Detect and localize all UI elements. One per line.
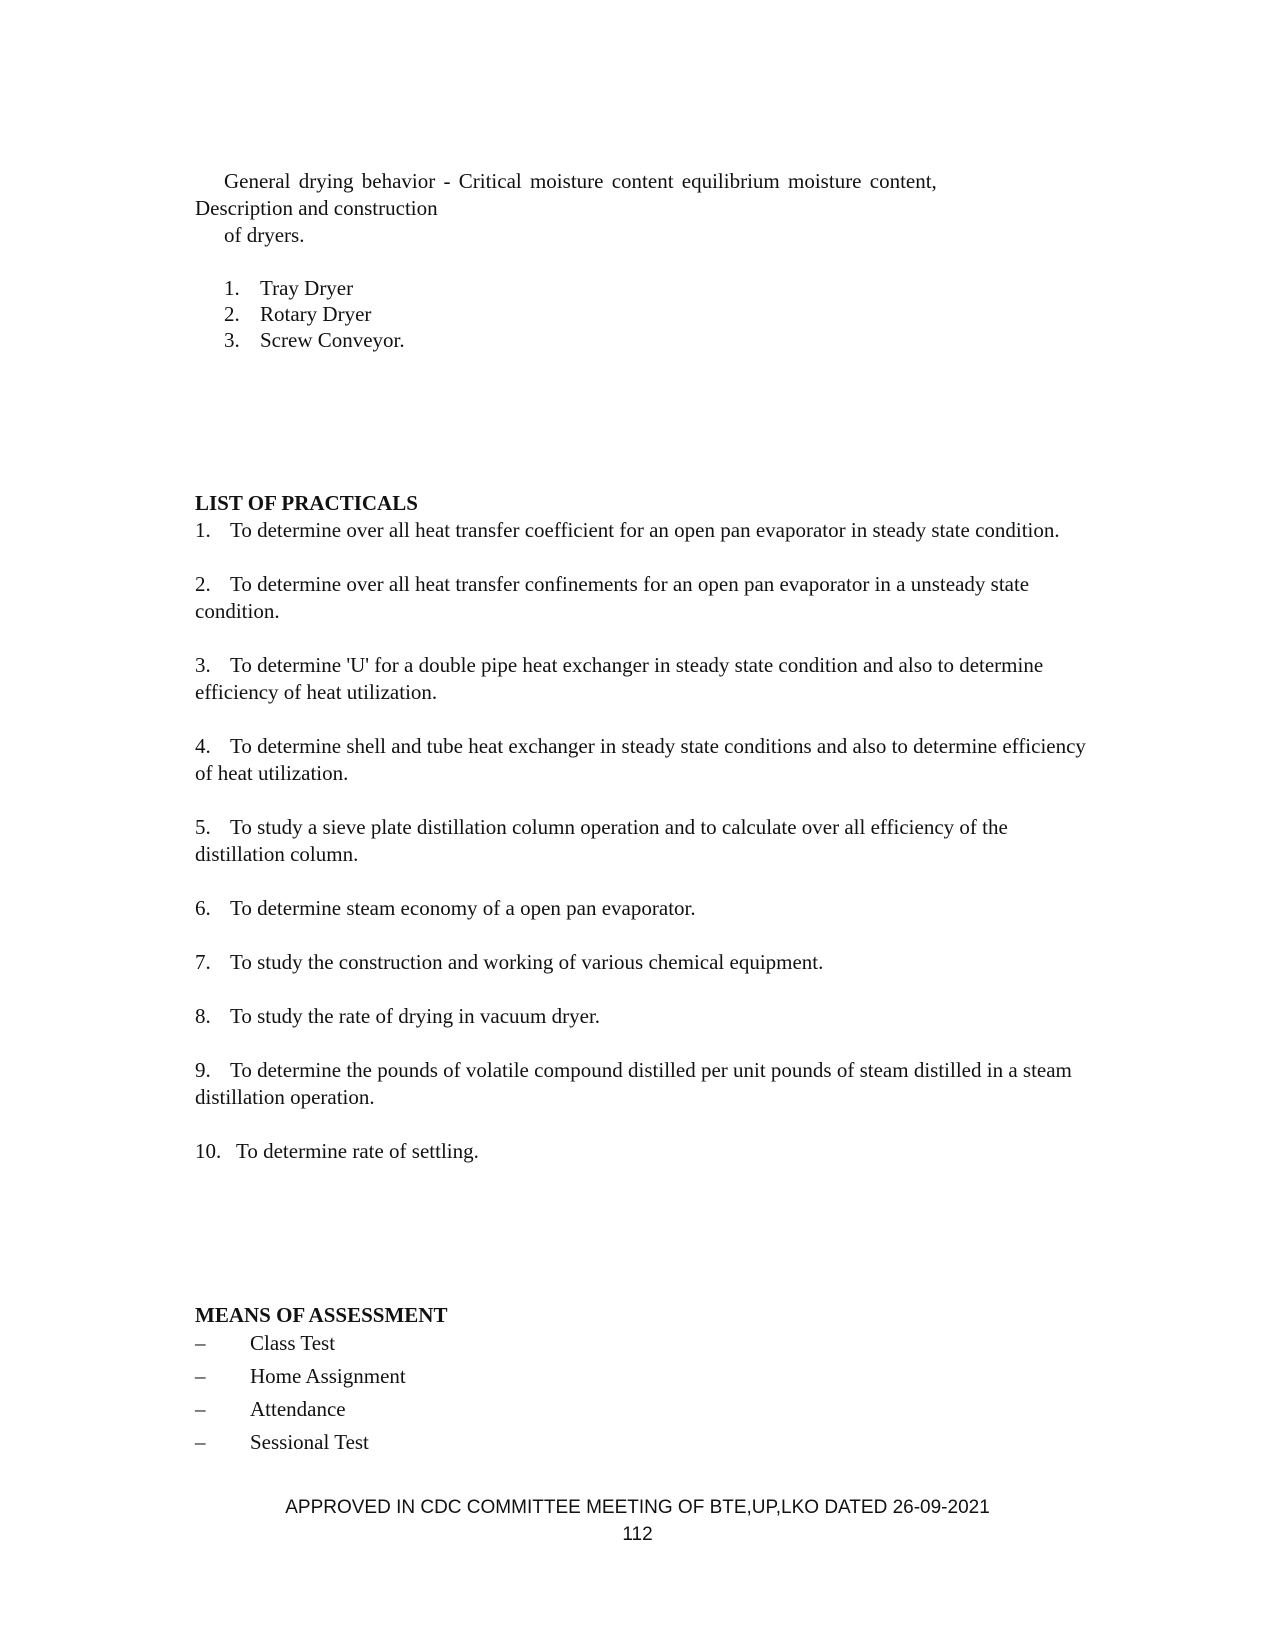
intro-text-line: General drying behavior - Critical moisture content equilibrium moisture content,: [224, 169, 937, 193]
list-item: [224, 301, 405, 327]
practicals-list: [195, 517, 1095, 1192]
list-text: To determine 'U' for a double pipe heat exchanger in steady state condition and also to determine efficiency of heat utilization.: [195, 653, 1044, 704]
list-item: [195, 652, 1095, 706]
list-text: To determine over all heat transfer confinements for an open pan evaporator in a unsteady state condition.: [195, 572, 1030, 623]
list-item: [195, 733, 1095, 787]
list-text: To study the rate of drying in vacuum dryer.: [230, 1004, 601, 1028]
list-number: 8.: [195, 1004, 211, 1028]
list-text: Sessional Test: [250, 1430, 369, 1454]
list-item: [195, 1360, 406, 1393]
list-text: To study a sieve plate distillation column operation and to calculate over all efficiency of the distillation column.: [195, 815, 1008, 866]
list-item: [224, 275, 405, 301]
list-text: Attendance: [250, 1397, 346, 1421]
list-number: 1.: [195, 518, 211, 542]
assessment-list: [195, 1327, 406, 1459]
list-number: 4.: [195, 734, 211, 758]
list-text: To determine the pounds of volatile compound distilled per unit pounds of steam distilled in a steam distillation operation.: [195, 1058, 1072, 1109]
intro-text-line: Description and construction: [195, 196, 438, 220]
list-number: 7.: [195, 950, 211, 974]
dash-bullet: –: [195, 1397, 206, 1421]
dash-bullet: –: [195, 1430, 206, 1454]
list-item: [195, 571, 1095, 625]
list-number: 3.: [195, 653, 211, 677]
list-text: To determine shell and tube heat exchanger in steady state conditions and also to determine efficiency of heat utilization.: [195, 734, 1086, 785]
list-number: 9.: [195, 1058, 211, 1082]
list-number: 6.: [195, 896, 211, 920]
list-text: Tray Dryer: [260, 276, 354, 300]
list-text: Home Assignment: [250, 1364, 406, 1388]
list-number: 2.: [195, 572, 211, 596]
list-number: 5.: [195, 815, 211, 839]
dash-bullet: –: [195, 1331, 206, 1355]
list-item: [195, 1057, 1095, 1111]
list-number: 2.: [224, 302, 240, 326]
list-text: To study the construction and working of various chemical equipment.: [230, 950, 824, 974]
list-number: 1.: [224, 276, 240, 300]
footer-approval-text: APPROVED IN CDC COMMITTEE MEETING OF BTE,UP,LKO DATED 26-09-2021: [285, 1497, 990, 1518]
intro-text-line: of dryers.: [224, 223, 305, 247]
list-item: [195, 1327, 406, 1360]
list-item: [195, 1003, 1095, 1030]
section-heading-assessment: MEANS OF ASSESSMENT: [195, 1303, 448, 1327]
page-number: 112: [622, 1524, 653, 1545]
list-text: To determine rate of settling.: [236, 1139, 479, 1163]
list-item: [195, 814, 1095, 868]
list-item: [195, 949, 1095, 976]
list-item: [195, 1426, 406, 1459]
list-item: [195, 1138, 1095, 1165]
list-text: To determine steam economy of a open pan evaporator.: [230, 896, 696, 920]
list-text: Screw Conveyor.: [260, 328, 405, 352]
list-text: To determine over all heat transfer coefficient for an open pan evaporator in steady state condition.: [230, 518, 1060, 542]
list-number: 10.: [195, 1139, 222, 1163]
dash-bullet: –: [195, 1364, 206, 1388]
dryer-list: [224, 275, 405, 353]
list-text: Rotary Dryer: [260, 302, 372, 326]
list-item: [224, 327, 405, 353]
list-item: [195, 1393, 406, 1426]
list-item: [195, 895, 1095, 922]
list-text: Class Test: [250, 1331, 336, 1355]
list-item: [195, 517, 1095, 544]
section-heading-practicals: LIST OF PRACTICALS: [195, 491, 418, 515]
list-number: 3.: [224, 328, 240, 352]
